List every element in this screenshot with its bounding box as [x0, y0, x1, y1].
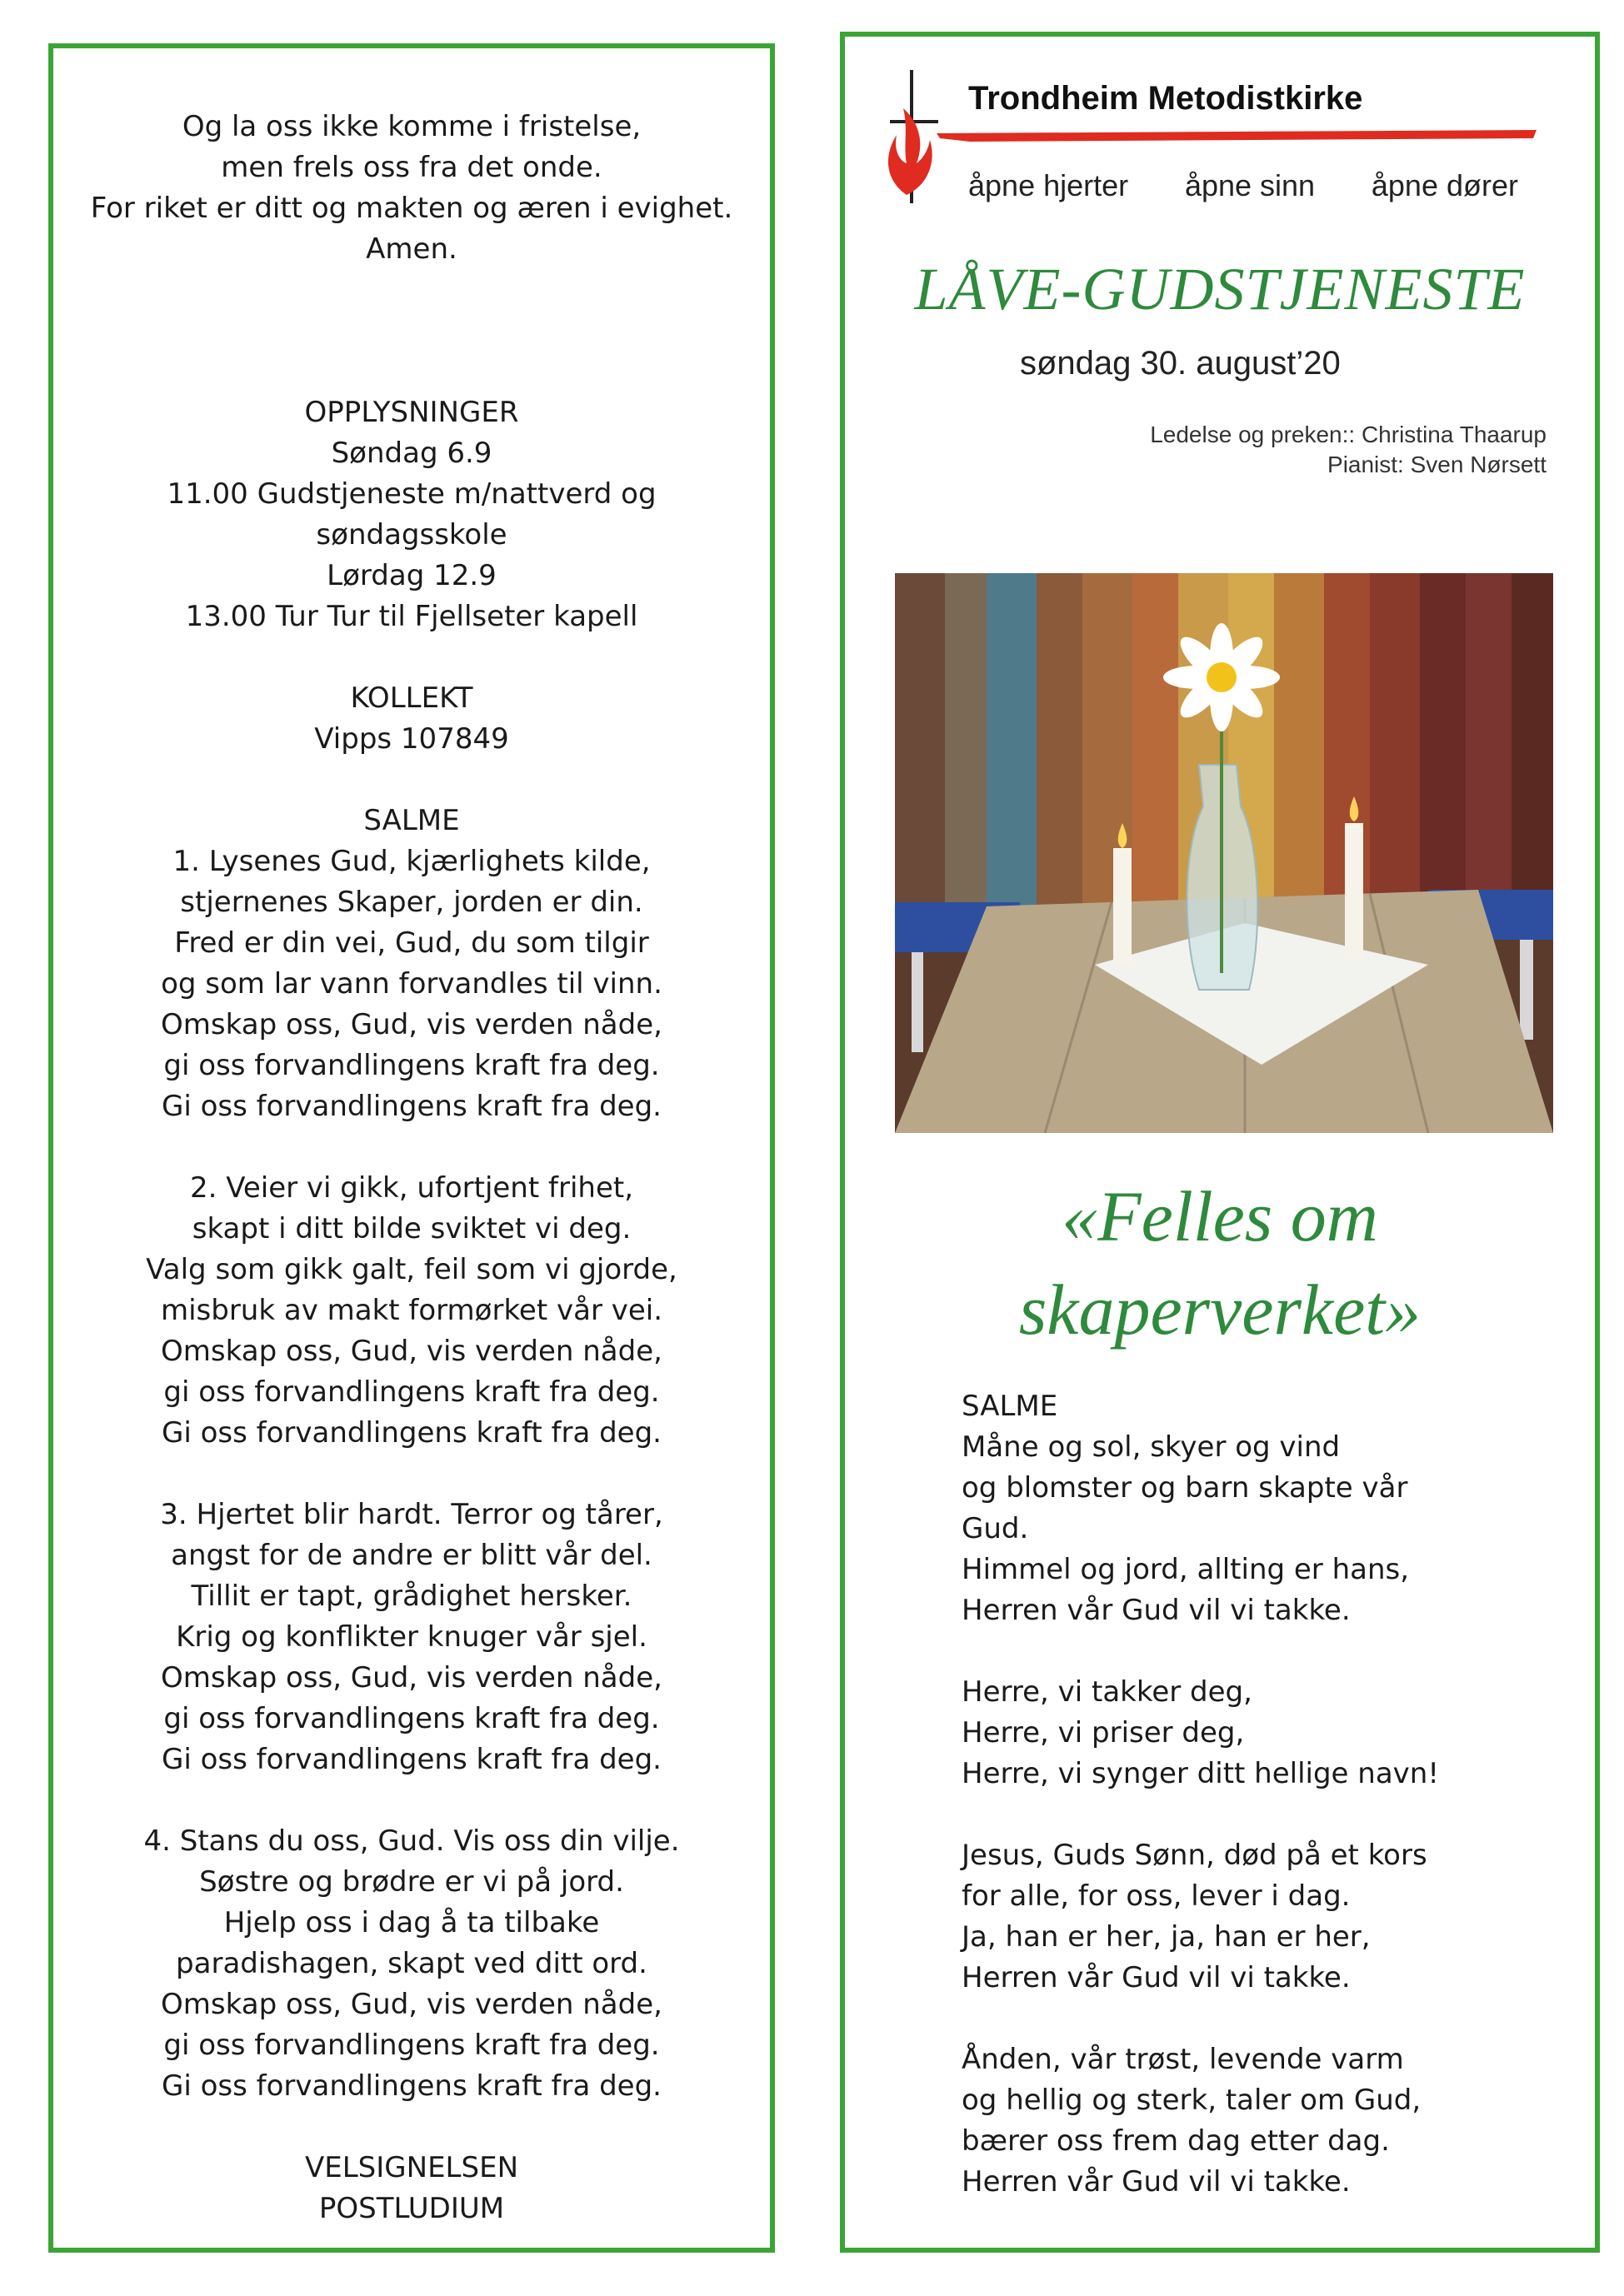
text-line: paradishagen, skapt ved ditt ord. — [176, 1947, 647, 1980]
text-line: Gi oss forvandlingens kraft fra deg. — [162, 1416, 662, 1450]
text-line: Gi oss forvandlingens kraft fra deg. — [162, 1743, 662, 1776]
text-line: Ånden, vår trøst, levende varm — [962, 2043, 1404, 2076]
text-line: 4. Stans du oss, Gud. Vis oss din vilje. — [143, 1824, 680, 1858]
text-line: SALME — [363, 804, 460, 837]
text-line: Omskap oss, Gud, vis verden nåde, — [161, 1988, 662, 2021]
text-line: Tillit er tapt, grådighet hersker. — [191, 1580, 632, 1613]
text-line: 3. Hjertet blir hardt. Terror og tårer, — [160, 1498, 663, 1531]
text-line: 11.00 Gudstjeneste m/nattverd og — [167, 477, 657, 511]
text-line: stjernenes Skaper, jorden er din. — [180, 886, 643, 919]
tagline — [968, 168, 1518, 203]
text-block — [53, 1495, 770, 1780]
text-line: For riket er ditt og makten og æren i evighet. — [90, 192, 733, 225]
theme-line: skaperverket» — [1018, 1270, 1422, 1350]
text-block — [962, 1835, 1439, 1999]
text-line: Omskap oss, Gud, vis verden nåde, — [161, 1335, 662, 1368]
text-line: Vipps 107849 — [314, 722, 509, 756]
text-line: Lørdag 12.9 — [327, 559, 497, 592]
photo-table-with-daisy — [895, 573, 1553, 1133]
text-block — [53, 311, 770, 352]
text-line: OPPLYSNINGER — [304, 396, 519, 429]
text-line: VELSIGNELSEN — [305, 2151, 518, 2184]
right-column-hymn — [962, 1386, 1439, 2244]
text-line: Søndag 6.9 — [331, 437, 492, 470]
text-line: Himmel og jord, allting er hans, — [962, 1553, 1410, 1586]
text-line: Herren vår Gud vil vi takke. — [962, 1594, 1351, 1627]
text-line — [53, 311, 770, 352]
text-line: Gi oss forvandlingens kraft fra deg. — [162, 1090, 662, 1123]
tagline-item: åpne dører — [1371, 168, 1518, 202]
text-line: og som lar vann forvandles til vinn. — [161, 967, 662, 1001]
text-block — [53, 2148, 770, 2229]
text-line: Ja, han er her, ja, han er her, — [962, 1920, 1371, 1954]
text-line: gi oss forvandlingens kraft fra deg. — [163, 1375, 660, 1409]
text-line: gi oss forvandlingens kraft fra deg. — [163, 1702, 660, 1735]
text-block — [53, 1821, 770, 2107]
text-block — [53, 1168, 770, 1454]
text-line: SALME — [962, 1390, 1058, 1423]
text-line: for alle, for oss, lever i dag. — [962, 1879, 1351, 1913]
left-candle — [1113, 848, 1132, 965]
text-line: og blomster og barn skapte vår — [962, 1471, 1408, 1505]
text-line: Valg som gikk galt, feil som vi gjorde, — [146, 1253, 677, 1286]
service-date: søndag 30. august’20 — [1020, 345, 1341, 382]
text-block — [962, 2039, 1439, 2203]
text-line: Herre, vi takker deg, — [962, 1675, 1252, 1709]
text-block — [53, 801, 770, 1127]
text-line: gi oss forvandlingens kraft fra deg. — [163, 2029, 660, 2062]
right-candle — [1345, 823, 1363, 961]
text-line: Søstre og brødre er vi på jord. — [199, 1865, 624, 1899]
tagline-item: åpne hjerter — [968, 168, 1129, 202]
red-brush-stroke — [937, 127, 1537, 143]
text-line: misbruk av makt formørket vår vei. — [160, 1294, 663, 1327]
text-line: KOLLEKT — [350, 681, 473, 715]
text-line: Jesus, Guds Sønn, død på et kors — [962, 1839, 1427, 1872]
text-line: skapt i ditt bilde sviktet vi deg. — [192, 1212, 632, 1245]
text-line: Måne og sol, skyer og vind — [962, 1430, 1341, 1464]
service-title: LÅVE-GUDSTJENESTE — [914, 256, 1526, 322]
text-line: Og la oss ikke komme i fristelse, — [182, 110, 642, 143]
text-line: POSTLUDIUM — [318, 2192, 505, 2225]
church-name: Trondheim Metodistkirke — [968, 80, 1363, 117]
text-line: Hjelp oss i dag å ta tilbake — [223, 1906, 600, 1939]
text-line: gi oss forvandlingens kraft fra deg. — [163, 1049, 660, 1082]
text-line: Amen. — [366, 232, 457, 266]
text-line: Omskap oss, Gud, vis verden nåde, — [161, 1008, 662, 1041]
right-panel — [840, 32, 1600, 2253]
left-panel — [48, 43, 775, 2253]
text-block — [962, 1386, 1439, 1631]
text-line: angst for de andre er blitt vår del. — [171, 1539, 652, 1572]
theme-heading — [845, 1170, 1595, 1356]
text-block — [53, 107, 770, 270]
text-block — [962, 1672, 1439, 1794]
text-line: Gud. — [962, 1512, 1029, 1545]
text-line: søndagsskole — [316, 518, 507, 552]
text-line: Omskap oss, Gud, vis verden nåde, — [161, 1661, 662, 1695]
tagline-item: åpne sinn — [1184, 168, 1316, 202]
text-line: og hellig og sterk, taler om Gud, — [962, 2084, 1422, 2117]
text-line: Krig og konflikter knuger vår sjel. — [176, 1620, 647, 1654]
cross-flame-logo — [878, 70, 945, 203]
text-line: Herren vår Gud vil vi takke. — [962, 2165, 1351, 2199]
left-column-text — [53, 107, 770, 2270]
pianist-credit: Pianist: Sven Nørsett — [1327, 452, 1547, 477]
text-line: Herren vår Gud vil vi takke. — [962, 1961, 1351, 1994]
text-block — [53, 678, 770, 760]
text-line: men frels oss fra det onde. — [221, 151, 602, 184]
text-line: 1. Lysenes Gud, kjærlighets kilde, — [172, 845, 651, 878]
credits — [1150, 420, 1547, 480]
text-line: Fred er din vei, Gud, du som tilgir — [174, 926, 649, 960]
text-line: Herre, vi synger ditt hellige navn! — [962, 1757, 1439, 1790]
text-line: 2. Veier vi gikk, ufortjent frihet, — [189, 1171, 633, 1205]
text-line: Gi oss forvandlingens kraft fra deg. — [162, 2069, 662, 2103]
text-line: bærer oss frem dag etter dag. — [962, 2124, 1390, 2158]
text-line: Herre, vi priser deg, — [962, 1716, 1245, 1749]
text-line: 13.00 Tur Tur til Fjellseter kapell — [185, 600, 638, 633]
theme-line: «Felles om — [1062, 1176, 1378, 1256]
text-block — [53, 392, 770, 637]
leader-credit: Ledelse og preken:: Christina Thaarup — [1150, 422, 1547, 447]
